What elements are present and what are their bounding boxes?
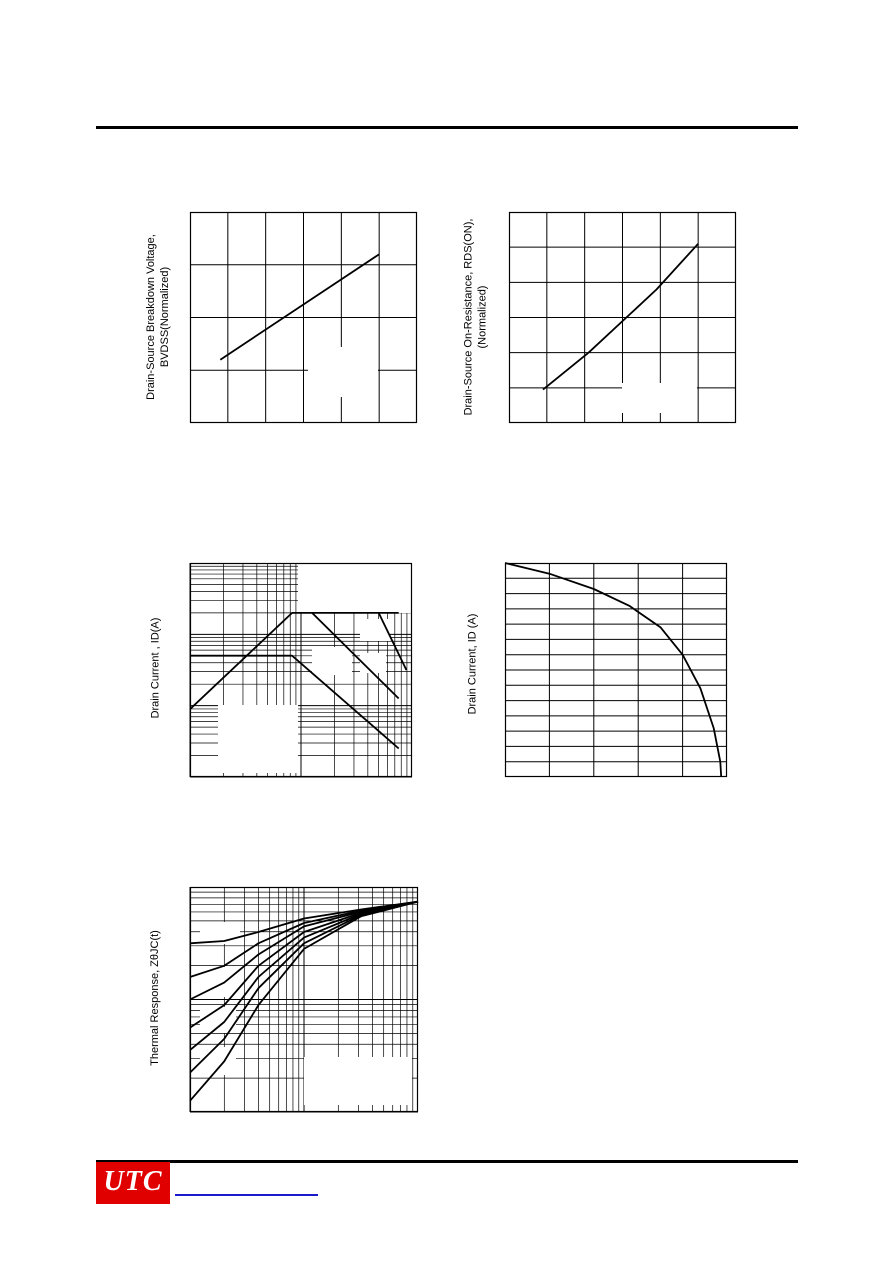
legend-area [622, 383, 697, 413]
chart2-y-axis-label [461, 219, 489, 416]
chart3-y-axis-label [148, 618, 162, 719]
legend-area [312, 647, 352, 675]
legend-area [308, 347, 378, 397]
utc-logo [96, 1162, 170, 1204]
legend-area [304, 1057, 412, 1105]
chart5-y-label-line1: Thermal Response, ZθJC(t) [148, 930, 161, 1066]
chart4-y-axis-label [465, 614, 479, 715]
chart1-y-label-line2: BVDSS(Normalized) [158, 266, 171, 368]
legend-area [360, 619, 390, 641]
grid-lines [190, 212, 417, 423]
chart1-y-axis-label [144, 234, 172, 400]
legend-area [218, 705, 298, 773]
chart3-y-label-line1: Drain Current , ID(A) [148, 617, 161, 719]
chart4-drain-current [505, 563, 727, 777]
chart2-on-resistance [509, 212, 736, 423]
utc-logo-text: UTC [103, 1166, 163, 1197]
chart2-y-label-line1: Drain-Source On-Resistance, RDS(ON), [461, 218, 474, 416]
chart5-thermal-response [190, 887, 418, 1112]
chart4-y-label-line1: Drain Current, ID (A) [465, 613, 478, 715]
header-rule [96, 126, 798, 129]
footer-link-underline[interactable] [175, 1194, 318, 1196]
legend-area [298, 563, 412, 613]
series-line [220, 254, 379, 360]
chart5-y-axis-label [148, 930, 162, 1066]
chart1-y-label-line1: Drain-Source Breakdown Voltage, [144, 234, 157, 400]
footer-rule [96, 1160, 798, 1163]
series-line [543, 244, 698, 390]
grid-lines [505, 563, 727, 777]
chart2-y-label-line2: (Normalized) [475, 285, 488, 349]
chart3-safe-operating-area [190, 563, 412, 777]
chart1-breakdown-voltage [190, 212, 417, 423]
